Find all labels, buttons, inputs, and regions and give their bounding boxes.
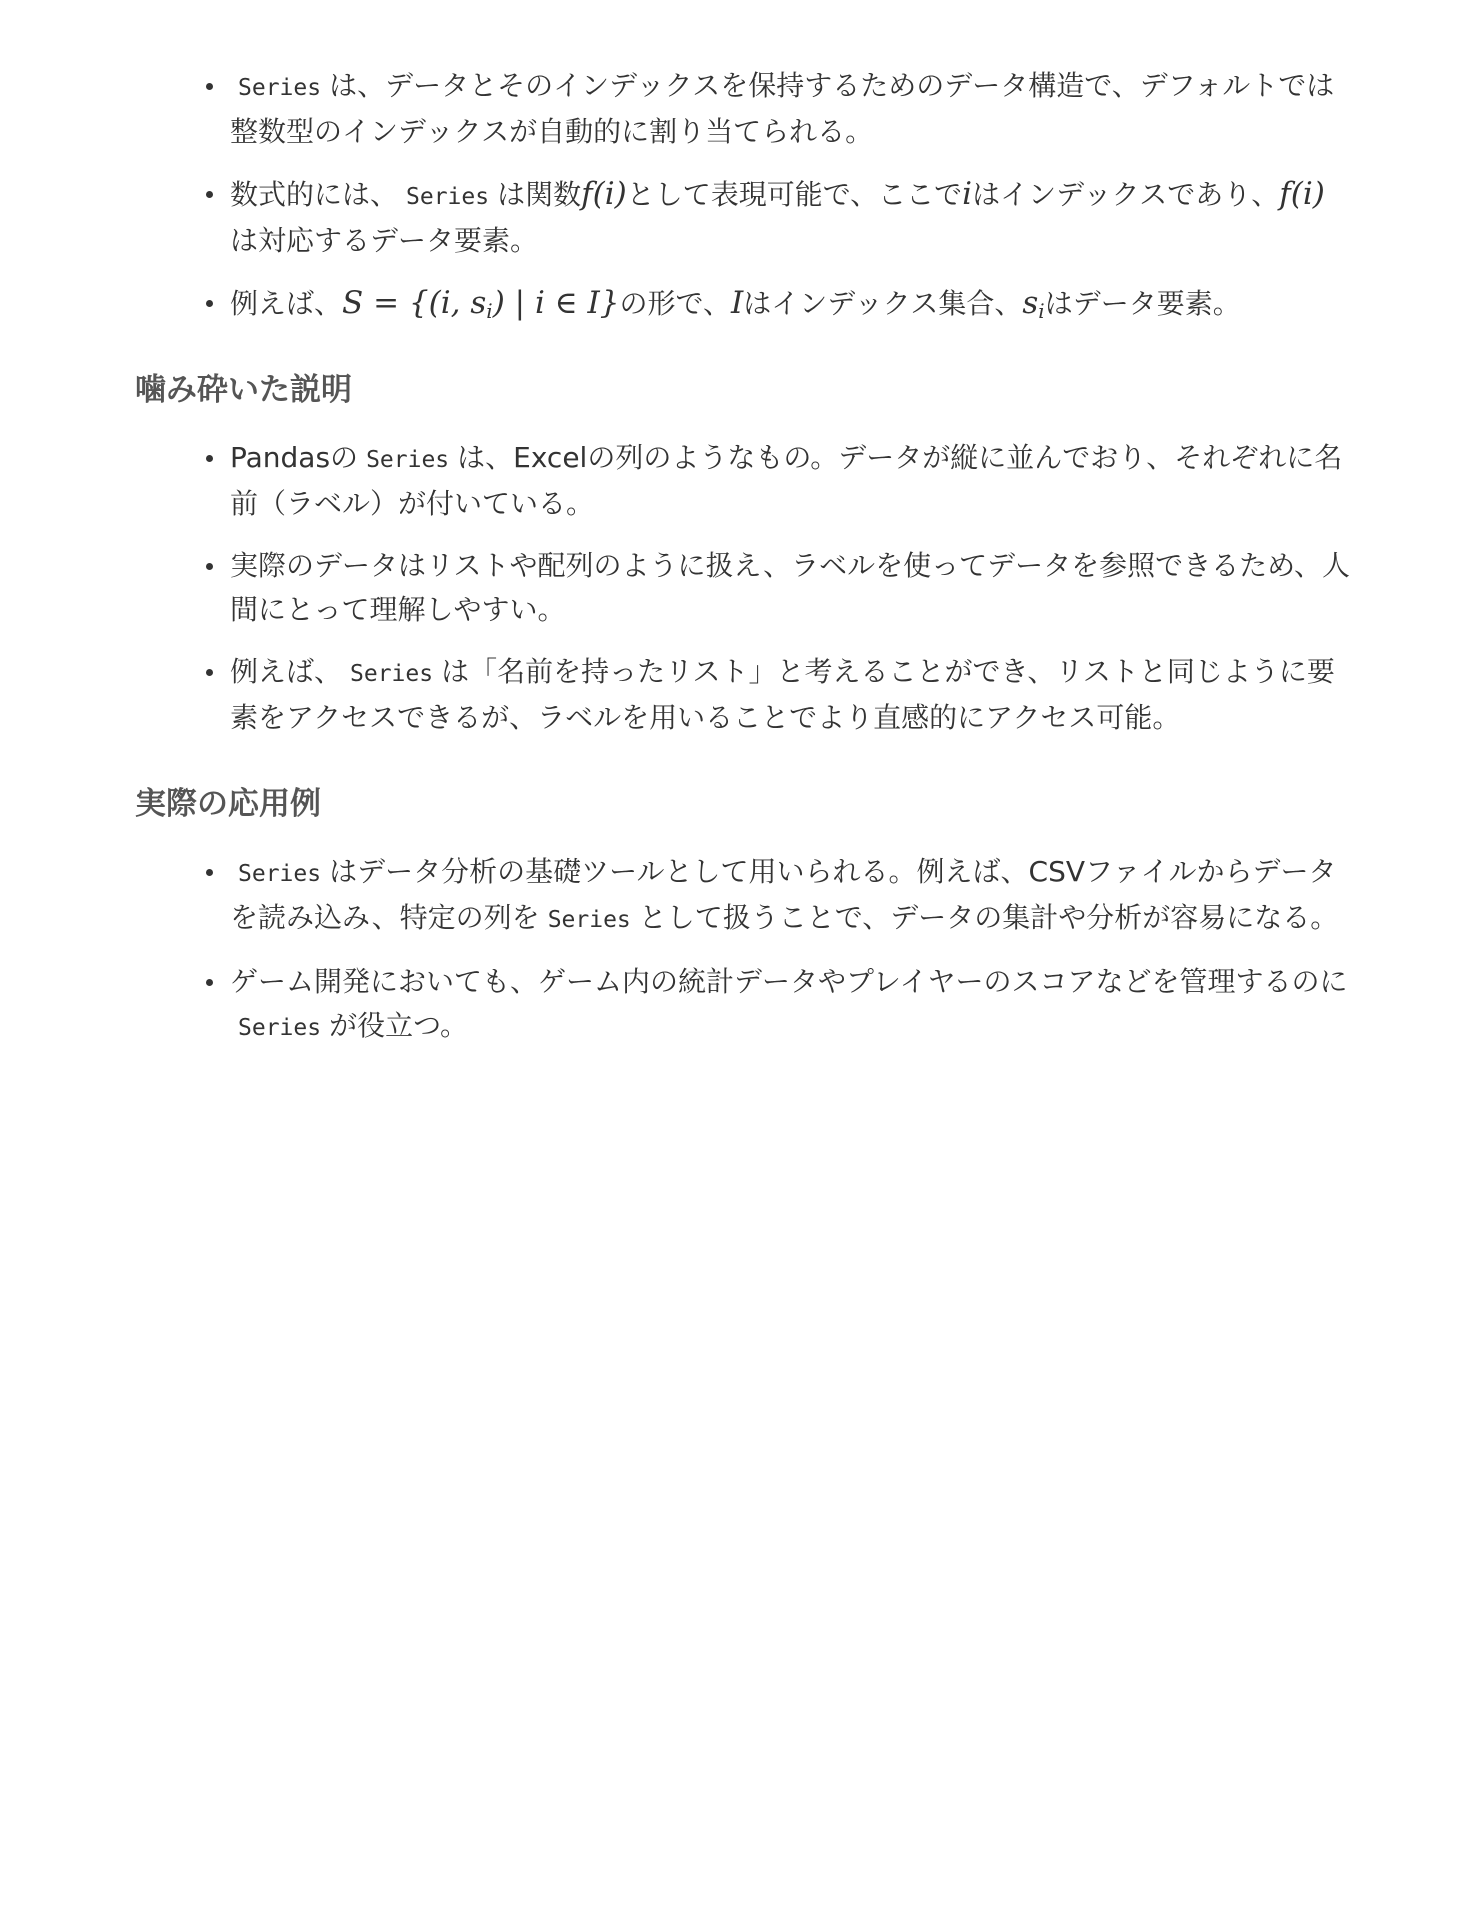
inline-code: Series <box>366 447 450 473</box>
item-text: はデータ分析の基礎ツールとして用いられる。例えば、CSVファイルからデータを読み込み、特定の列を <box>230 855 1337 934</box>
math-part: S = {(i, s <box>342 285 487 321</box>
math-expression: f(i) <box>581 176 627 212</box>
math-part: s <box>1022 285 1039 321</box>
list-item <box>230 172 1350 263</box>
item-prefix: 例えば、 <box>230 287 343 320</box>
math-expression: I <box>730 285 744 321</box>
math-expression <box>1022 285 1044 321</box>
item-prefix: Pandasの <box>230 441 359 474</box>
item-text: は、Excelの列のようなもの。データが縦に並んでおり、それぞれに名前（ラベル）が付いている。 <box>230 441 1343 520</box>
math-part: ) | i ∈ I} <box>492 285 620 321</box>
item-text: 実際のデータはリストや配列のように扱え、ラベルを使ってデータを参照できるため、人間にとって理解しやすい。 <box>230 549 1351 626</box>
item-text: はインデックスであり、 <box>972 178 1280 211</box>
math-expression: i <box>962 176 973 212</box>
math-expression <box>342 285 619 321</box>
inline-code: Series <box>350 661 434 687</box>
item-text: は「名前を持ったリスト」と考えることができ、リストと同じように要素をアクセスできるが、ラベルを用いることでより直感的にアクセス可能。 <box>230 655 1335 734</box>
applications-list <box>230 850 1350 1068</box>
plain-explanation-list <box>230 436 1350 758</box>
inline-code: Series <box>406 184 490 210</box>
inline-code: Series <box>238 861 322 887</box>
item-text: として扱うことで、データの集計や分析が容易になる。 <box>638 901 1339 934</box>
list-item <box>230 64 1350 154</box>
item-text: はデータ要素。 <box>1044 287 1241 320</box>
item-text: は関数 <box>497 178 582 211</box>
item-text: として表現可能で、ここで <box>626 178 963 211</box>
item-text: はインデックス集合、 <box>743 287 1023 320</box>
section-heading: 噛み砕いた説明 <box>135 372 352 408</box>
item-text: は、データとそのインデックスを保持するためのデータ構造で、デフォルトでは整数型のインデックスが自動的に割り当てられる。 <box>230 69 1335 148</box>
item-text: の形で、 <box>619 287 731 320</box>
math-subscript: i <box>1038 299 1045 323</box>
item-text: が役立つ。 <box>329 1009 468 1042</box>
inline-code: Series <box>547 907 631 933</box>
item-text: ゲーム開発においても、ゲーム内の統計データやプレイヤーのスコアなどを管理するのに <box>230 965 1348 998</box>
item-text: は対応するデータ要素。 <box>230 224 539 257</box>
list-item <box>230 281 1350 326</box>
list-item <box>230 436 1350 526</box>
list-item <box>230 960 1350 1050</box>
list-item <box>230 650 1350 740</box>
list-item <box>230 850 1350 942</box>
item-prefix: 数式的には、 <box>230 178 399 211</box>
section-heading: 実際の応用例 <box>135 786 321 822</box>
inline-code: Series <box>238 1015 322 1041</box>
math-expression: f(i) <box>1279 176 1325 212</box>
definition-list <box>230 64 1350 344</box>
inline-code: Series <box>238 75 322 101</box>
list-item <box>230 544 1350 632</box>
item-prefix: 例えば、 <box>230 655 343 688</box>
math-subscript: i <box>486 299 493 323</box>
